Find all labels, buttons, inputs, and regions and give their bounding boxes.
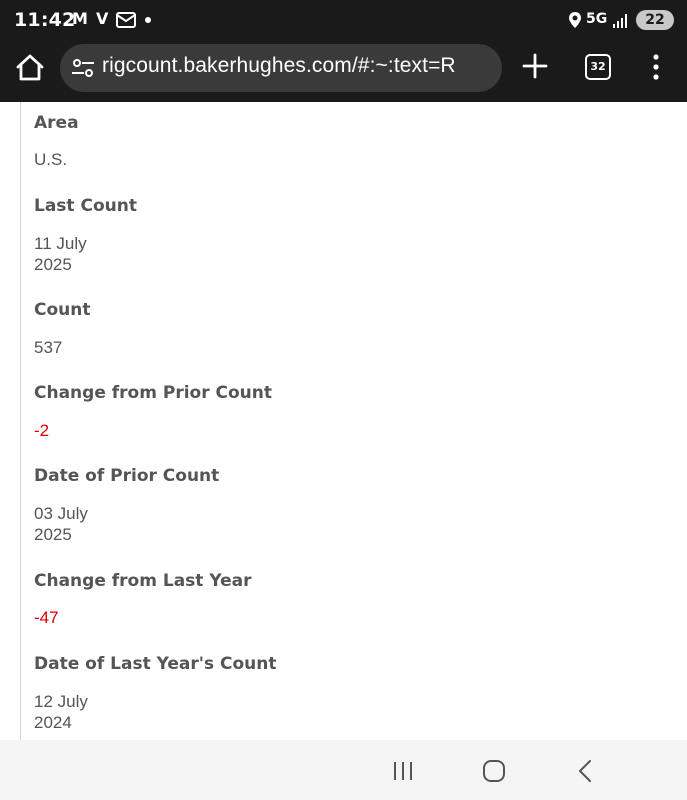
recent-apps-icon[interactable]	[390, 758, 418, 784]
site-settings-icon[interactable]	[70, 56, 96, 80]
new-tab-icon[interactable]	[521, 52, 549, 80]
change-last-year-label: Change from Last Year	[34, 571, 252, 591]
area-value	[34, 149, 67, 170]
date-prior-label: Date of Prior Count	[34, 466, 220, 486]
network-type: 5G	[586, 11, 608, 27]
address-bar[interactable]	[60, 44, 502, 92]
battery-indicator	[636, 10, 674, 30]
date-prior-value	[34, 503, 88, 545]
battery-level: 22	[645, 12, 665, 28]
date-last-year-year-line: 2024	[34, 713, 72, 732]
last-count-year-line: 2025	[34, 255, 72, 274]
status-bar	[0, 0, 687, 40]
more-menu-icon[interactable]	[646, 52, 666, 82]
verizon-notification-icon: V	[96, 9, 109, 28]
count-label: Count	[34, 300, 91, 320]
count-value	[34, 337, 62, 358]
gmail-notification-icon: M	[72, 9, 88, 28]
home-icon[interactable]	[14, 52, 46, 84]
change-last-year-value-line: -47	[34, 608, 59, 627]
count-value-line: 537	[34, 338, 63, 357]
more-notifications-dot-icon	[144, 16, 152, 24]
change-prior-value	[34, 420, 49, 441]
status-time: 11:42	[14, 9, 76, 31]
date-prior-date-line: 03 July	[34, 504, 88, 523]
tab-switcher-button[interactable]	[585, 54, 611, 80]
location-icon	[568, 11, 582, 29]
system-navigation-bar	[0, 740, 687, 800]
date-prior-year-line: 2025	[34, 525, 72, 544]
last-count-date-line: 11 July	[34, 234, 87, 253]
home-nav-icon[interactable]	[480, 758, 508, 784]
browser-toolbar	[0, 40, 687, 102]
change-prior-label: Change from Prior Count	[34, 383, 272, 403]
change-prior-value-line: -2	[34, 421, 50, 440]
tab-count: 32	[590, 60, 606, 73]
change-last-year-value	[34, 607, 59, 628]
date-last-year-date-line: 12 July	[34, 692, 88, 711]
url-text[interactable]: rigcount.bakerhughes.com/#:~:text=R	[102, 54, 456, 77]
back-icon[interactable]	[572, 758, 600, 784]
outlook-notification-icon	[116, 12, 136, 28]
area-value-line: U.S.	[34, 150, 68, 169]
last-count-value	[34, 233, 87, 275]
date-last-year-label: Date of Last Year's Count	[34, 654, 277, 674]
date-last-year-value	[34, 691, 88, 733]
area-label: Area	[34, 113, 79, 133]
rig-count-details	[20, 102, 687, 740]
last-count-label: Last Count	[34, 196, 137, 216]
signal-icon	[612, 12, 630, 28]
